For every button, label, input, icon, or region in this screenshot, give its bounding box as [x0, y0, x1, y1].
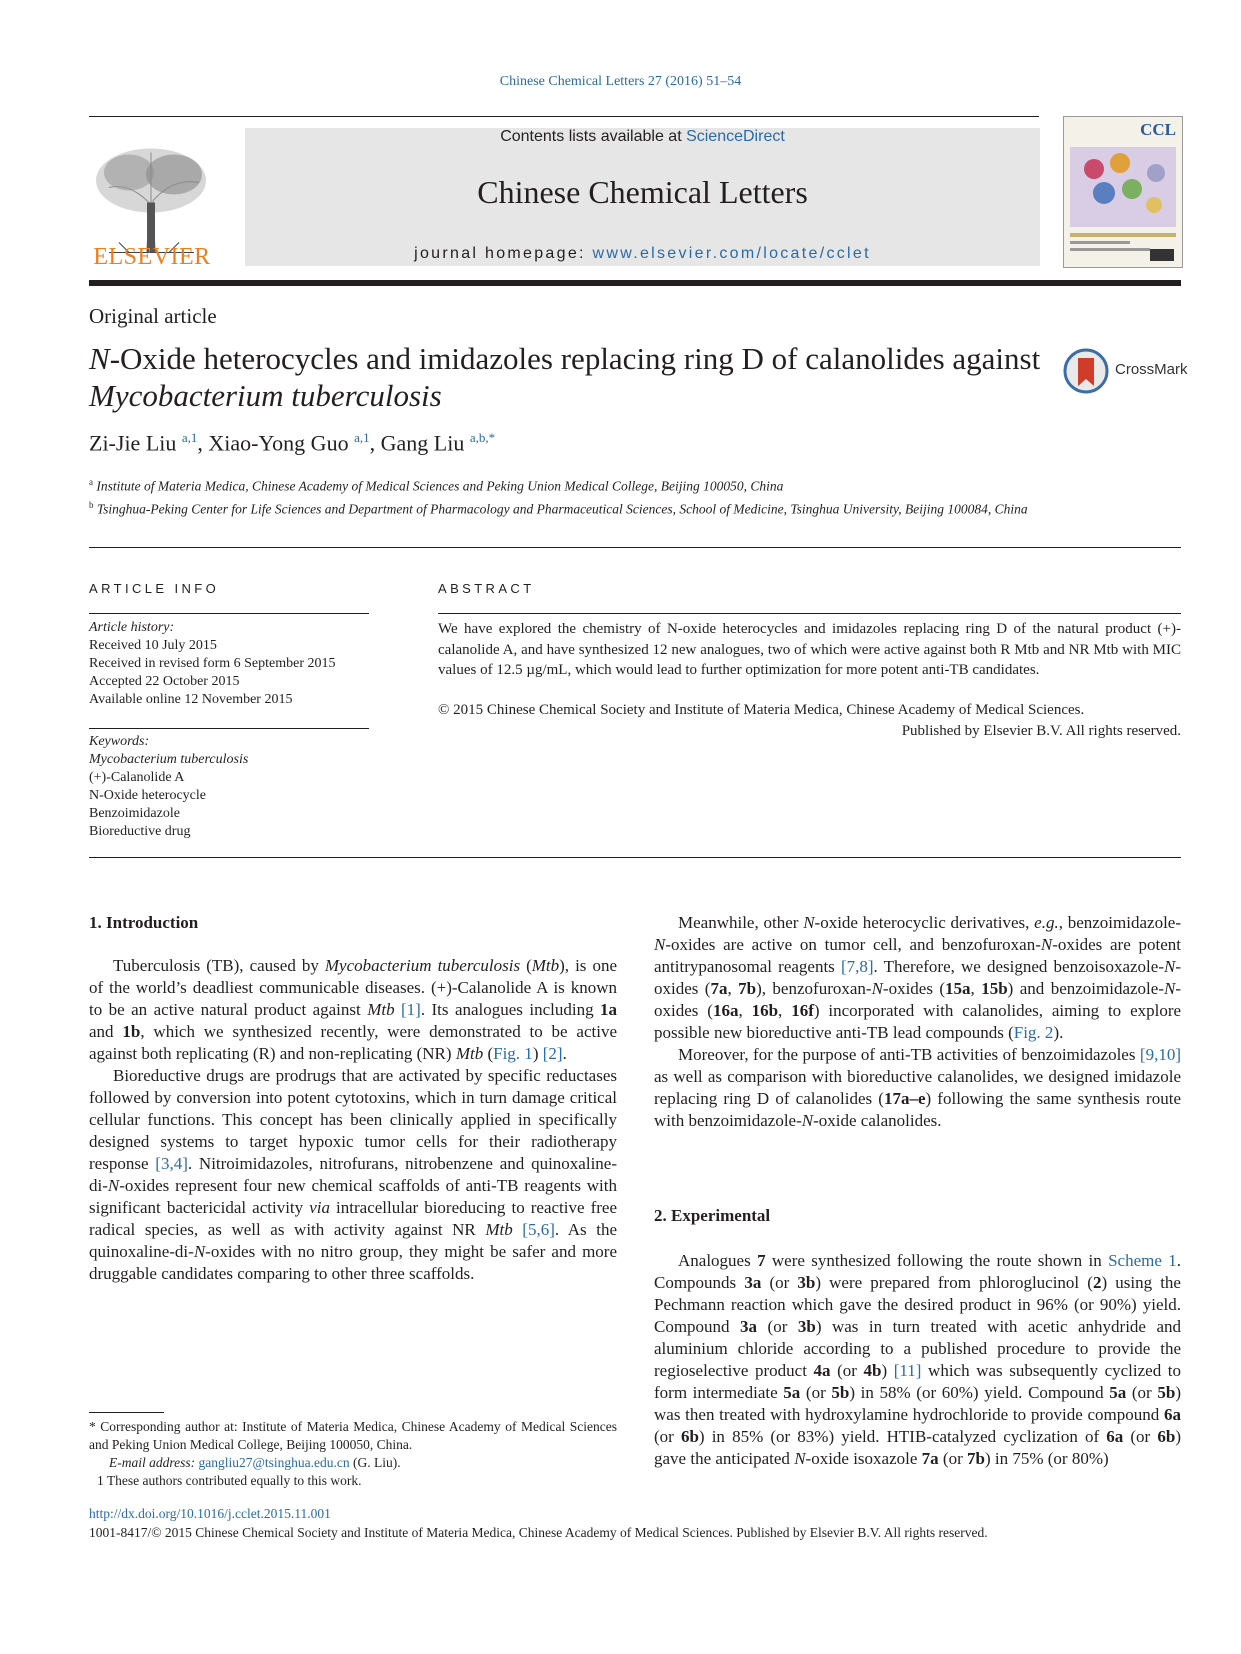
- citation-link[interactable]: [7,8]: [840, 957, 874, 976]
- citation-link[interactable]: [11]: [893, 1361, 922, 1380]
- history-item: Available online 12 November 2015: [89, 692, 293, 707]
- history-item: Accepted 22 October 2015: [89, 674, 240, 689]
- body-column-right: [654, 1250, 1181, 1470]
- body-column-left: [89, 955, 617, 1285]
- abstract-heading: ABSTRACT: [438, 581, 535, 596]
- crossmark-icon: [1063, 348, 1109, 394]
- email-suffix: (G. Liu).: [349, 1455, 401, 1470]
- email-link[interactable]: gangliu27@tsinghua.edu.cn: [198, 1455, 350, 1470]
- journal-name: Chinese Chemical Letters: [477, 174, 808, 210]
- footnotes: [89, 1418, 617, 1490]
- author-name: Gang Liu: [380, 430, 470, 456]
- section-heading: 2. Experimental: [654, 1206, 771, 1225]
- paragraph: Tuberculosis (TB), caused by Mycobacterium tuberculosis (Mtb), is one of the world’s deadliest communicable diseases. (+)-Calanolide A is known to be an active natural product against Mtb [1]. Its analogues including 1a and 1b, which we synthesized recently, were demonstrated to be active against both replicating (R) and non-replicating (NR) Mtb (Fig. 1) [2].: [89, 956, 617, 1063]
- cover-ccl: CCL: [1140, 120, 1176, 139]
- affil-text: Institute of Materia Medica, Chinese Academy of Medical Sciences and Peking Union Medical College, Beijing 100050, China: [93, 478, 784, 494]
- copyright-line: Published by Elsevier B.V. All rights reserved.: [901, 722, 1181, 739]
- keyword: Benzoimidazole: [89, 806, 180, 821]
- scheme-link[interactable]: Scheme 1: [1108, 1251, 1177, 1270]
- author-name: Zi-Jie Liu: [89, 430, 182, 456]
- history-item: Received in revised form 6 September 2015: [89, 656, 336, 671]
- section-rule: [89, 547, 1181, 548]
- email-note: [89, 1454, 617, 1472]
- corresponding-author-note: * Corresponding author at: Institute of Materia Medica, Chinese Academy of Medical Sciences and Peking Union Medical College, Beijing 100050, China.: [89, 1419, 617, 1452]
- email-label: E-mail address:: [109, 1455, 199, 1470]
- journal-citation[interactable]: Chinese Chemical Letters 27 (2016) 51–54: [499, 74, 742, 89]
- contents-line: [245, 128, 1040, 146]
- copyright-line: © 2015 Chinese Chemical Society and Institute of Materia Medica, Chinese Academy of Medical Sciences.: [438, 702, 1085, 718]
- keyword: (+)-Calanolide A: [89, 770, 185, 785]
- crossmark-badge[interactable]: [1063, 348, 1188, 394]
- history-label: Article history:: [89, 620, 175, 635]
- citation-link[interactable]: [2]: [542, 1044, 563, 1063]
- abstract-text: We have explored the chemistry of N-oxide heterocycles and imidazoles replacing ring D of the natural product (+)-calanolide A, and have synthesized 12 new analogues, two of which were active against both R Mtb and NR Mtb with MIC values of 12.5 µg/mL, which would lead to further optimization for more potent anti-TB candidates.: [438, 621, 1181, 678]
- author-affil-mark[interactable]: a,b,*: [469, 430, 496, 445]
- title-italic-n: N: [89, 341, 110, 376]
- citation-link[interactable]: [3,4]: [155, 1154, 188, 1173]
- keyword: Mycobacterium tuberculosis: [89, 752, 249, 767]
- article-history: [89, 619, 335, 709]
- keywords-label: Keywords:: [89, 734, 150, 749]
- footnote-rule: [89, 1412, 164, 1413]
- equal-contribution-note: 1 These authors contributed equally to this work.: [97, 1473, 362, 1488]
- figure-link[interactable]: Fig. 2: [1013, 1023, 1054, 1042]
- title-text: -Oxide heterocycles and imidazoles replacing ring D of calanolides against: [109, 341, 1041, 376]
- contents-prefix: Contents lists available at: [500, 128, 687, 145]
- crossmark-label: CrossMark: [1115, 361, 1188, 378]
- paragraph: Meanwhile, other N-oxide heterocyclic derivatives, e.g., benzoimidazole-N-oxides are active on tumor cell, and benzofuroxan-N-oxides are potent antitrypanosomal reagents [7,8]. Therefore, we designed benzoisoxazole-N-oxides (7a, 7b), benzofuroxan-N-oxides (15a, 15b) and benzoimidazole-N-oxides (16a, 16b, 16f) incorporated with calanolides, aiming to explore possible new bioreductive anti-TB lead compounds (Fig. 2).: [654, 913, 1182, 1042]
- article-info-heading: ARTICLE INFO: [89, 581, 220, 596]
- affiliations: [89, 473, 1049, 518]
- author-list: [89, 430, 495, 456]
- keywords: [89, 733, 248, 841]
- author-name: Xiao-Yong Guo: [208, 430, 355, 456]
- citation-link[interactable]: [1]: [401, 1000, 421, 1019]
- issn-copyright: 1001-8417/© 2015 Chinese Chemical Society and Institute of Materia Medica, Chinese Academy of Medical Sciences. Published by Elsevier B.V. All rights reserved.: [89, 1525, 988, 1540]
- abstract-rule: [438, 613, 1181, 614]
- affil-text: Tsinghua-Peking Center for Life Sciences and Department of Pharmacology and Pharmaceutical Sciences, School of Medicine, Tsinghua University, Beijing 100084, China: [93, 501, 1028, 516]
- info-rule: [89, 613, 369, 614]
- author-affil-mark[interactable]: a,1: [354, 430, 370, 445]
- citation-link[interactable]: [5,6]: [522, 1220, 555, 1239]
- affiliation-a: [89, 473, 1049, 496]
- paragraph: Moreover, for the purpose of anti-TB activities of benzoimidazoles [9,10] as well as comparison with bioreductive calanolides, we designed imidazole replacing ring D of calanolides (17a–e) following the same synthesis route with benzoimidazole-N-oxide calanolides.: [654, 1045, 1181, 1130]
- section-rule: [89, 857, 1181, 858]
- history-item: Received 10 July 2015: [89, 638, 217, 653]
- journal-cover-thumbnail[interactable]: [1063, 116, 1183, 268]
- figure-link[interactable]: Fig. 1: [493, 1044, 533, 1063]
- abstract-copyright: [438, 700, 1181, 741]
- keyword: Bioreductive drug: [89, 824, 191, 839]
- article-title: [89, 340, 1049, 414]
- paragraph: Bioreductive drugs are prodrugs that are activated by specific reductases followed by conversion into potent cytotoxins, which in turn damage critical cellular functions. This concept has been clinically applied in specifically designed systems to target hypoxic tumor cells for their radiotherapy response [3,4]. Nitroimidazoles, nitrofurans, nitrobenzene and quinoxaline-di-N-oxides represent four new chemical scaffolds of anti-TB reagents with significant bactericidal activity via intracellular bioreducing to reactive free radical species, as well as with activity against NR Mtb [5,6]. As the quinoxaline-di-N-oxides with no nitro group, they might be safer and more druggable candidates comparing to other three scaffolds.: [89, 1066, 618, 1283]
- keyword: N-Oxide heterocycle: [89, 788, 206, 803]
- homepage-link[interactable]: www.elsevier.com/locate/cclet: [592, 245, 871, 262]
- author-separator: ,: [197, 430, 209, 456]
- cover-art: [1064, 117, 1182, 267]
- author-separator: ,: [369, 430, 381, 456]
- affil-mark: b: [89, 499, 94, 510]
- elsevier-wordmark: ELSEVIER: [93, 244, 211, 270]
- citation-link[interactable]: [9,10]: [1139, 1045, 1181, 1064]
- author-affil-mark[interactable]: a,1: [181, 430, 198, 445]
- article-type: Original article: [89, 304, 217, 328]
- paragraph: Analogues 7 were synthesized following the route shown in Scheme 1. Compounds 3a (or 3b) were prepared from phloroglucinol (2) using the Pechmann reaction which gave the desired product in 96% (or 90%) yield. Compound 3a (or 3b) was in turn treated with acetic anhydride and aluminium chloride according to a published procedure to provide the regioselective product 4a (or 4b) [11] which was subsequently cyclized to form intermediate 5a (or 5b) in 58% (or 60%) yield. Compound 5a (or 5b) was then treated with hydroxylamine hydrochloride to provide compound 6a (or 6b) in 85% (or 83%) yield. HTIB-catalyzed cyclization of 6a (or 6b) gave the anticipated N-oxide isoxazole 7a (or 7b) in 75% (or 80%): [654, 1251, 1182, 1468]
- body-column-right: [654, 912, 1181, 1132]
- doi-link[interactable]: http://dx.doi.org/10.1016/j.cclet.2015.11.001: [89, 1506, 331, 1521]
- section-heading: 1. Introduction: [89, 913, 199, 932]
- header-rule: [89, 116, 1039, 117]
- homepage-prefix: journal homepage:: [414, 245, 593, 262]
- info-rule: [89, 728, 369, 729]
- sciencedirect-link[interactable]: ScienceDirect: [686, 128, 785, 145]
- title-species: Mycobacterium tuberculosis: [89, 378, 442, 413]
- affiliation-b: [89, 496, 1049, 519]
- journal-homepage: [245, 245, 1040, 263]
- affil-mark: a: [89, 477, 93, 487]
- header-thick-rule: [89, 280, 1181, 286]
